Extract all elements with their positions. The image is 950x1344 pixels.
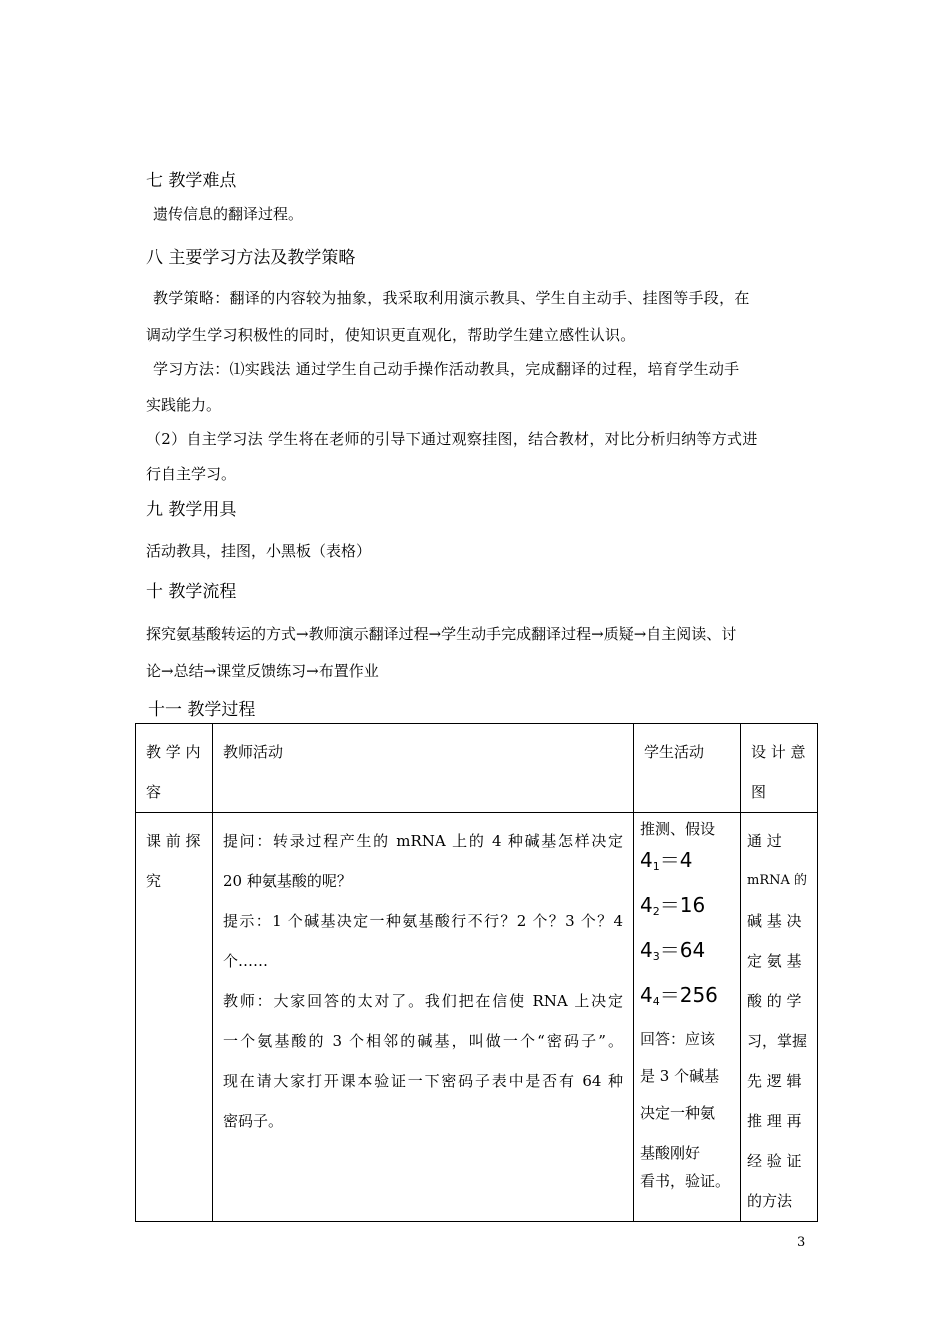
design-line: 经 验 证	[747, 1152, 802, 1170]
section-10-title: 十 教学流程	[146, 582, 237, 602]
design-line: 推 理 再	[747, 1112, 802, 1130]
teacher-line: 密码子。	[223, 1112, 284, 1130]
design-line: 先 逻 辑	[747, 1072, 802, 1090]
section-11-title: 十一 教学过程	[148, 700, 256, 720]
header-content-line-1: 教 学 内	[146, 743, 201, 761]
row-student-activity	[634, 813, 741, 1222]
row-teacher-activity	[213, 813, 634, 1222]
design-line: 酸 的 学	[747, 992, 802, 1010]
header-student	[634, 724, 741, 813]
row-design-intent	[741, 813, 818, 1222]
student-line: 回答：应该	[640, 1030, 716, 1048]
teacher-line: 教师：大家回答的太对了。我们把在信使 RNA 上决定	[223, 992, 623, 1010]
student-intro: 推测、假设	[640, 820, 716, 838]
student-line: 决定一种氨	[640, 1104, 716, 1122]
table-row	[136, 813, 818, 1222]
header-content	[136, 724, 213, 813]
page-number: 3	[797, 1235, 806, 1250]
student-line: 是 3 个碱基	[640, 1067, 720, 1085]
design-line: 的方法	[747, 1192, 793, 1210]
design-line: 碱 基 决	[747, 912, 802, 930]
header-design	[741, 724, 818, 813]
header-design-line-1: 设 计 意	[751, 743, 806, 761]
power-expression: $4_2=16$	[640, 893, 706, 918]
teacher-line: 一个氨基酸的 3 个相邻的碱基，叫做一个“密码子”。	[223, 1032, 623, 1050]
header-student-label: 学生活动	[644, 743, 705, 761]
row-content	[136, 813, 213, 1222]
header-teacher	[213, 724, 634, 813]
method-2-line-1: （2）自主学习法 学生将在老师的引导下通过观察挂图，结合教材，对比分析归纳等方式进	[146, 430, 758, 448]
section-8-title: 八 主要学习方法及教学策略	[146, 248, 356, 268]
teacher-line: 提问：转录过程产生的 mRNA 上的 4 种碱基怎样决定	[223, 832, 623, 850]
header-design-line-2: 图	[751, 783, 767, 801]
row-content-line-2: 究	[146, 872, 162, 890]
flow-line-2: 论→总结→课堂反馈练习→布置作业	[146, 662, 379, 680]
teacher-line: 提示：1 个碱基决定一种氨基酸行不行？2 个？3 个？4	[223, 912, 623, 930]
design-line: 通 过	[747, 832, 782, 850]
section-9-body: 活动教具，挂图，小黑板（表格）	[146, 542, 372, 560]
method-1-line-1: 学习方法：⑴实践法 通过学生自己动手操作活动教具，完成翻译的过程，培育学生动手	[153, 360, 740, 378]
section-7-body: 遗传信息的翻译过程。	[153, 205, 304, 223]
teacher-line: 现在请大家打开课本验证一下密码子表中是否有 64 种	[223, 1072, 623, 1090]
teacher-line: 个……	[223, 952, 269, 970]
strategy-line-1: 教学策略：翻译的内容较为抽象，我采取利用演示教具、学生自主动手、挂图等手段，在	[153, 289, 750, 307]
design-line: 习，掌握	[747, 1032, 808, 1050]
teacher-line: 20 种氨基酸的呢？	[223, 872, 352, 890]
power-expression: $4_4=256$	[640, 983, 718, 1008]
section-9-title: 九 教学用具	[146, 500, 237, 520]
design-line: mRNA 的	[747, 873, 808, 888]
row-content-line-1: 课 前 探	[146, 832, 201, 850]
section-7-title: 七 教学难点	[146, 171, 237, 191]
table-header-row	[136, 724, 818, 813]
flow-line-1: 探究氨基酸转运的方式→教师演示翻译过程→学生动手完成翻译过程→质疑→自主阅读、讨	[146, 625, 737, 643]
design-line: 定 氨 基	[747, 952, 802, 970]
method-2-line-2: 行自主学习。	[146, 465, 237, 483]
method-1-line-2: 实践能力。	[146, 396, 222, 414]
power-expression: $4_3=64$	[640, 938, 706, 963]
header-teacher-label: 教师活动	[223, 743, 284, 761]
teaching-process-table	[135, 723, 818, 1222]
student-line: 看书，验证。	[640, 1172, 731, 1190]
power-expression: $4_1=4$	[640, 848, 693, 873]
strategy-line-2: 调动学生学习积极性的同时，使知识更直观化，帮助学生建立感性认识。	[146, 326, 636, 344]
header-content-line-2: 容	[146, 783, 162, 801]
student-line: 基酸刚好	[640, 1144, 701, 1162]
